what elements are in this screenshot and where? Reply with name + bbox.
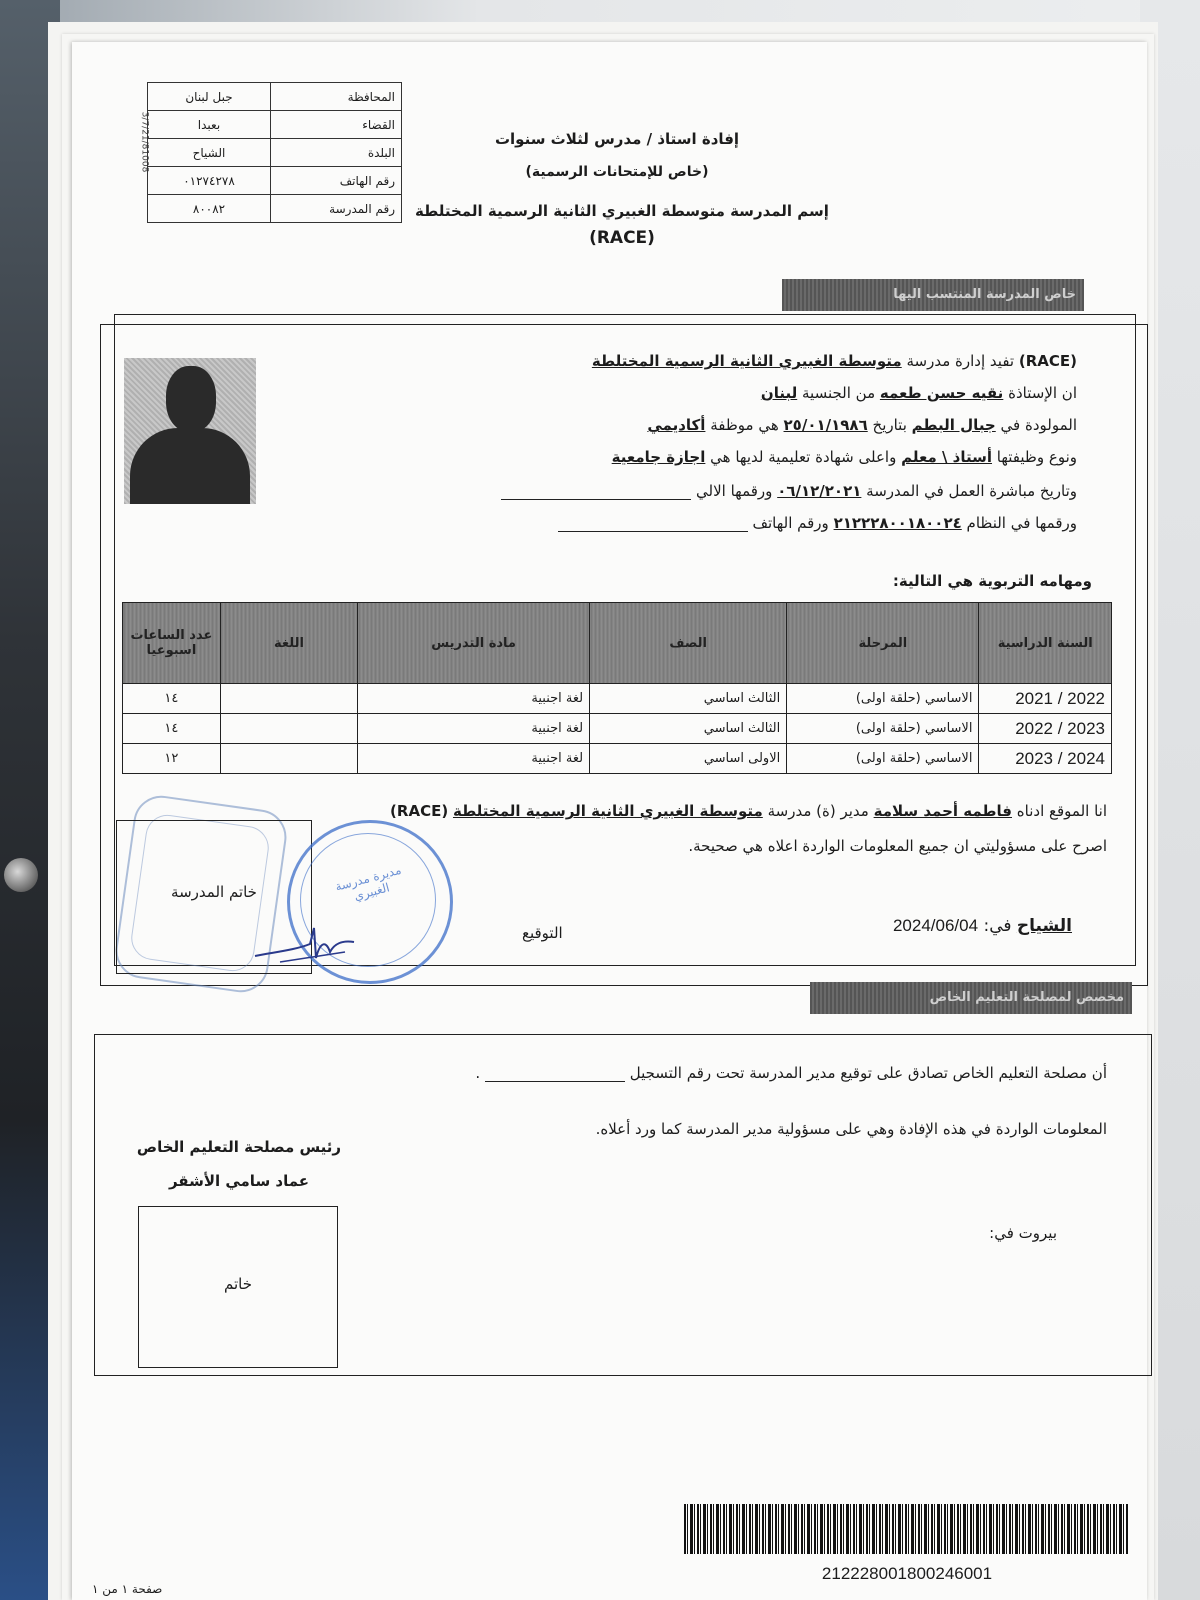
statement-line-6: ورقمها في النظام ٢١٢٢٢٨٠٠١٨٠٠٢٤ ورقم الهاتف: [558, 514, 1077, 532]
page-number: صفحة ١ من ١: [92, 1582, 163, 1596]
teaching-table-header: السنة الدراسية المرحلة الصف مادة التدريس اللغة عدد الساعات اسبوعيا: [123, 603, 1112, 684]
phone-blank: [558, 517, 748, 532]
signature-label: التوقيع: [522, 924, 563, 942]
chief-title: رئيس مصلحة التعليم الخاص: [136, 1138, 342, 1156]
director-round-stamp: مديرة مدرسة الغبيري: [287, 820, 453, 984]
auto-number-blank: [501, 485, 691, 500]
info-row: بعبدا القضاء: [148, 111, 402, 139]
section-bar-school: خاص المدرسة المنتسب اليها: [782, 279, 1084, 311]
private-ed-line-1: أن مصلحة التعليم الخاص تصادق على توقيع مدير المدرسة تحت رقم التسجيل .: [475, 1064, 1107, 1082]
document-page: [72, 42, 1147, 1600]
place-date-line: الشياح في: 2024/06/04: [892, 916, 1072, 936]
info-row: جبل لبنان المحافظة: [148, 83, 402, 111]
barcode-number: 21222800180024600​1: [821, 1564, 993, 1583]
table-row: 2022 / 2023 الاساسي (حلقة اولى) الثالث اساسي لغة اجنبية ١٤: [123, 714, 1112, 744]
info-row: ٠١٢٧٤٢٧٨ رقم الهاتف: [148, 167, 402, 195]
private-ed-line-2: المعلومات الواردة في هذه الإفادة وهي على مسؤولية مدير المدرسة كما ورد أعلاه.: [595, 1120, 1107, 1138]
info-row: الشياح البلدة: [148, 139, 402, 167]
document-title: إفادة استاذ / مدرس لثلاث سنوات: [494, 130, 740, 148]
chair-knob: [4, 858, 38, 892]
tasks-title: ومهامه التربوية هي التالية:: [892, 572, 1092, 590]
school-name-line: إسم المدرسة متوسطة الغبيري الثانية الرسمية المختلطة: [415, 202, 829, 220]
statement-line-5: وتاريخ مباشرة العمل في المدرسة ٠٦/١٢/٢٠٢١ ورقمها الالي: [501, 482, 1077, 500]
statement-line-4: ونوع وظيفتها أستاذ \ معلم واعلى شهادة تعليمية لديها هي اجازة جامعية: [611, 448, 1077, 466]
chief-name: عماد سامي الأشقر: [168, 1172, 310, 1190]
registration-number-blank: [485, 1067, 625, 1082]
statement-line-2: ان الإستاذة نقيه حسن طعمه من الجنسية لبنان: [760, 384, 1077, 402]
info-row: ٨٠٠٨٢ رقم المدرسة: [148, 195, 402, 223]
photo-body: [130, 428, 250, 504]
school-info-table: [147, 82, 402, 223]
person-photo-placeholder: [124, 358, 256, 504]
table-row: 2023 / 2024 الاساسي (حلقة اولى) الاولى اساسي لغة اجنبية ١٢: [123, 744, 1112, 774]
declaration-line-1: انا الموقع ادناه فاطمه أحمد سلامة مدير (ة) مدرسة متوسطة الغبيري الثانية الرسمية المختلطة (RACE): [390, 802, 1107, 820]
statement-line-1: (RACE) تفيد إدارة مدرسة متوسطة الغبيري الثانية الرسمية المختلطة: [591, 352, 1077, 370]
table-row: 2021 / 2022 الاساسي (حلقة اولى) الثالث اساسي لغة اجنبية ١٤: [123, 684, 1112, 714]
barcode: [684, 1504, 1128, 1554]
school-race-code: (RACE): [589, 228, 655, 248]
section-bar-private-education: مخصص لمصلحة التعليم الخاص: [810, 982, 1132, 1014]
teaching-table: [122, 602, 1112, 774]
statement-line-3: المولودة في جبال البطم بتاريخ ٢٥/٠١/١٩٨٦ هي موظفة أكاديمي: [647, 416, 1077, 434]
school-stamp-box: خاتم المدرسة: [116, 820, 312, 974]
declaration-line-2: اصرح على مسؤوليتي ان جميع المعلومات الواردة اعلاه هي صحيحة.: [688, 837, 1107, 855]
photo-head: [166, 366, 216, 432]
beirut-date-line: بيروت في:: [989, 1224, 1057, 1242]
side-code: 3/7/21/81008: [139, 111, 150, 173]
document-subtitle: (خاص للإمتحانات الرسمية): [525, 164, 709, 180]
director-signature: [250, 922, 360, 966]
private-ed-stamp-box: خاتم: [138, 1206, 338, 1368]
